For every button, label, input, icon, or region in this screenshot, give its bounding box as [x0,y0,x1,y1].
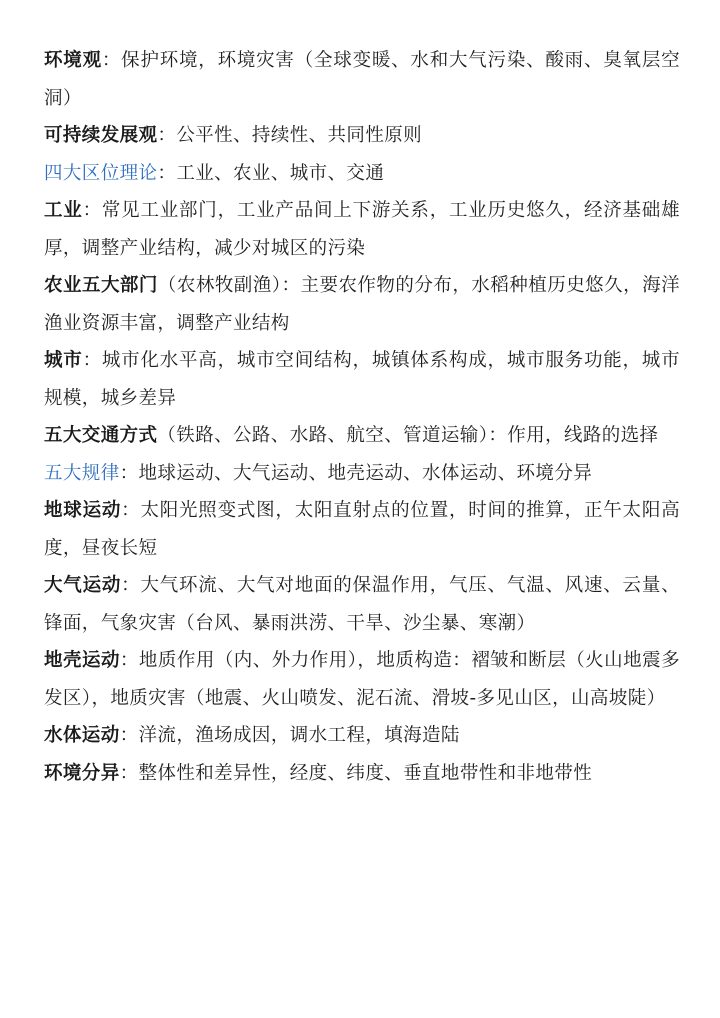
para-text: 地质作用（内、外力作用），地质构造：褶皱和断层（火山地震多发区），地质灾害（地震、火山喷发、泥石流、滑坡-多见山区，山高坡陡） [44,650,680,709]
term-label: 五大交通方式 [44,425,158,446]
para-text: （农林牧副渔）：主要农作物的分布，水稻种植历史悠久，海洋渔业资源丰富，调整产业结构 [44,275,681,334]
para-crust-motion [44,642,680,717]
term-colon: ： [119,462,139,484]
para-text: 大气环流、大气对地面的保温作用，气压、气温、风速、云量、锋面，气象灾害（台风、暴雨洪涝、干旱、沙尘暴、寒潮） [44,575,681,634]
para-text: （铁路、公路、水路、航空、管道运输）：作用，线路的选择 [157,425,659,446]
para-text: 工业、农业、城市、交通 [176,162,385,184]
para-text: 常见工业部门，工业产品间上下游关系，工业历史悠久，经济基础雄厚，调整产业结构，减少对城区的污染 [44,200,680,259]
para-text: 城市化水平高，城市空间结构，城镇体系构成，城市服务功能，城市规模，城乡差异 [44,350,680,409]
term-colon: ： [157,125,177,146]
para-text: 地球运动、大气运动、地壳运动、水体运动、环境分异 [138,462,593,484]
para-text: 保护环境，环境灾害（全球变暖、水和大气污染、酸雨、臭氧层空洞） [44,50,681,109]
term-colon: ： [82,200,102,221]
para-text: 公平性、持续性、共同性原则 [176,125,423,146]
term-colon: ： [119,650,139,671]
term-label: 大气运动 [44,575,122,596]
term-label: 环境观 [44,50,102,71]
term-label-highlight: 四大区位理论 [44,162,158,184]
term-label: 工业 [44,200,83,221]
term-label: 城市 [44,350,83,371]
para-text: 洋流，渔场成因，调水工程，填海造陆 [138,725,460,746]
para-agriculture [44,267,680,342]
para-city [44,342,680,417]
para-transport [44,417,680,455]
term-label: 地球运动 [44,500,122,521]
para-atmosphere-motion [44,567,680,642]
term-colon: ： [119,725,139,746]
term-colon: ： [157,162,177,184]
term-label: 可持续发展观 [44,125,158,146]
term-label: 农业五大部门 [44,275,158,296]
para-industry [44,192,680,267]
term-label-highlight: 五大规律 [44,462,120,484]
term-colon: ： [82,350,102,371]
para-five-laws [44,455,680,493]
para-text: 整体性和差异性，经度、纬度、垂直地带性和非地带性 [138,762,593,784]
term-colon: ： [101,50,122,71]
para-sustainable-development [44,117,680,155]
term-colon: ： [119,762,139,784]
term-colon: ： [121,500,141,521]
term-colon: ： [121,575,141,596]
term-label: 环境分异 [44,762,120,784]
para-four-location-theories [44,155,680,193]
term-label: 水体运动 [44,725,120,746]
para-water-motion [44,717,680,755]
document-body [44,42,680,792]
para-text: 太阳光照变式图，太阳直射点的位置，时间的推算，正午太阳高度，昼夜长短 [44,500,681,559]
para-environment-view [44,42,680,117]
term-label: 地壳运动 [44,650,120,671]
para-earth-motion [44,492,680,567]
para-environmental-differentiation [44,755,680,793]
